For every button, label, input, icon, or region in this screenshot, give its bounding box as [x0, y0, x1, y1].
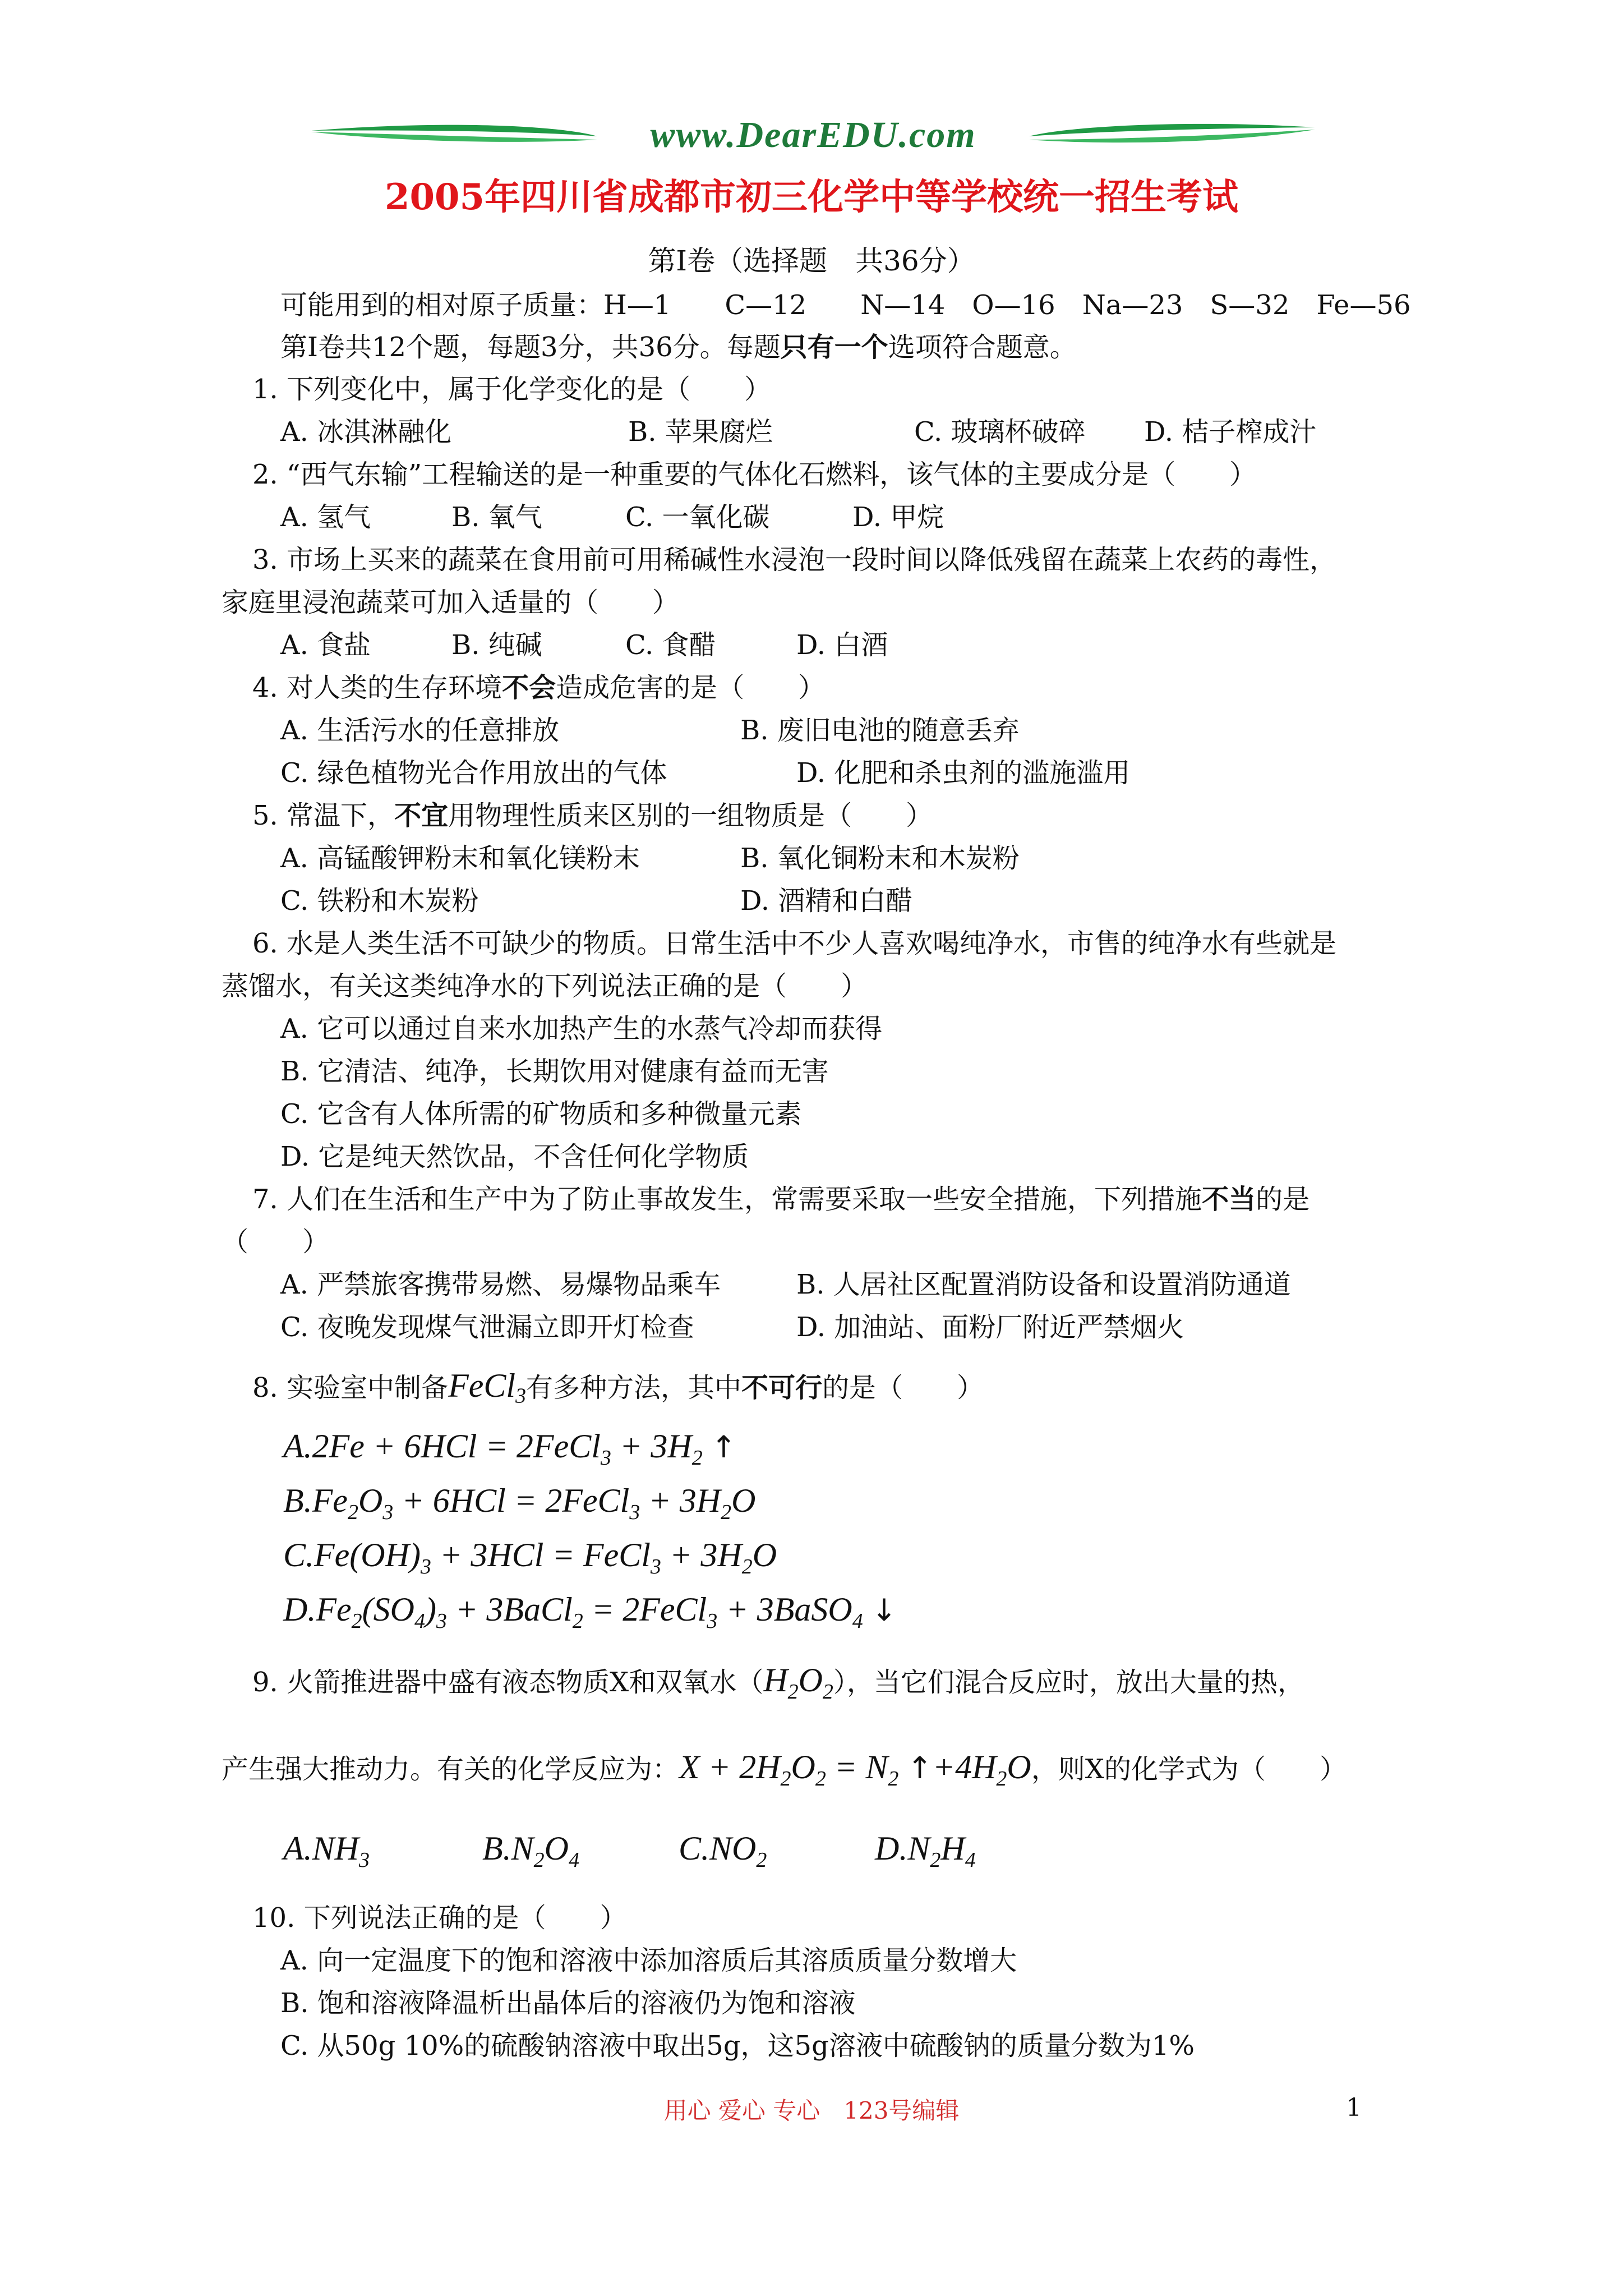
q5-option-c: C. 铁粉和木炭粉 — [280, 885, 479, 917]
q7-option-d: D. 加油站、面粉厂附近严禁烟火 — [796, 1312, 1184, 1343]
question-6-line2: 蒸馏水，有关这类纯净水的下列说法正确的是（ ） — [222, 970, 868, 1002]
q8-option-a: A.2Fe + 6HCl = 2FeCl$_3$ + $3H_2$ ↑ — [283, 1428, 736, 1470]
question-3-line1: 3. 市场上买来的蔬菜在食用前可用稀碱性水浸泡一段时间以降低残留在蔬菜上农药的毒性， — [252, 544, 1337, 576]
q3-option-d: D. 白酒 — [796, 629, 888, 661]
atomic-masses: 可能用到的相对原子质量：H—1 C—12 N—14 O—16 Na—23 S—32 Fe—56 — [280, 289, 1411, 321]
site-name[interactable]: www.DearEDU.com — [650, 114, 976, 155]
question-6-line1: 6. 水是人类生活不可缺少的物质。日常生活中不少人喜欢喝纯净水，市售的纯净水有些就是 — [252, 928, 1337, 959]
q4-option-b: B. 废旧电池的随意丢弃 — [740, 715, 1020, 746]
question-9-line2: 产生强大推动力。有关的化学反应为：$X + 2H_2O_2 = N_2$ $↑+4H_2O$，则X的化学式为（ ） — [222, 1749, 1347, 1791]
q4-option-a: A. 生活污水的任意排放 — [280, 715, 560, 746]
q6-option-c: C. 它含有人体所需的矿物质和多种微量元素 — [280, 1098, 802, 1130]
q3-option-a: A. 食盐 — [280, 629, 371, 661]
q2-option-c: C. 一氧化碳 — [625, 501, 770, 533]
q4-option-c: C. 绿色植物光合作用放出的气体 — [280, 757, 667, 789]
section-subtitle: 第I卷（选择题 共36分） — [648, 245, 975, 277]
question-2: 2. “西气东输”工程输送的是一种重要的气体化石燃料，该气体的主要成分是（ ） — [252, 459, 1257, 490]
q9-option-d: $D.N_2H_4$ — [875, 1830, 976, 1872]
q8-option-c: $C.Fe(OH)_3 + 3HCl$ = FeCl$_3$ + $3H_2O$ — [283, 1536, 777, 1579]
q9-option-a: $A.NH_3$ — [283, 1830, 370, 1872]
q6-option-d: D. 它是纯天然饮品，不含任何化学物质 — [280, 1141, 749, 1172]
instructions: 第I卷共12个题，每题3分，共36分。每题只有一个选项符合题意。 — [280, 332, 1077, 363]
exam-title: 2005年四川省成都市初三化学中等学校统一招生考试 — [384, 176, 1239, 218]
q7-option-b: B. 人居社区配置消防设备和设置消防通道 — [796, 1269, 1291, 1300]
q8-option-d: $D.Fe_2(SO_4)_3$ + 3BaCl$_2$ = 2FeCl$_3$ + 3BaSO$_4$ ↓ — [283, 1591, 897, 1633]
q2-option-a: A. 氢气 — [280, 501, 371, 533]
q10-option-c: C. 从50g 10%的硫酸钠溶液中取出5g，这5g溶液中硫酸钠的质量分数为1% — [280, 2030, 1195, 2062]
question-3-line2: 家庭里浸泡蔬菜可加入适量的（ ） — [222, 587, 680, 618]
q7-option-c: C. 夜晚发现煤气泄漏立即开灯检查 — [280, 1312, 694, 1343]
question-7-line2: （ ） — [222, 1226, 330, 1258]
question-9-line1: 9. 火箭推进器中盛有液态物质X和双氧水$(H_2O_2)$，当它们混合反应时，放出大量的热， — [252, 1662, 1304, 1704]
question-7-line1: 7. 人们在生活和生产中为了防止事故发生，常需要采取一些安全措施，下列措施不当的是 — [252, 1184, 1310, 1215]
question-4: 4. 对人类的生存环境不会造成危害的是（ ） — [252, 672, 826, 703]
q3-option-c: C. 食醋 — [625, 629, 716, 661]
q10-option-b: B. 饱和溶液降温析出晶体后的溶液仍为饱和溶液 — [280, 1987, 856, 2019]
q5-option-b: B. 氧化铜粉末和木炭粉 — [740, 843, 1020, 874]
question-5: 5. 常温下，不宜用物理性质来区别的一组物质是（ ） — [252, 800, 933, 831]
question-10: 10. 下列说法正确的是（ ） — [252, 1902, 627, 1934]
q3-option-b: B. 纯碱 — [451, 629, 542, 661]
q5-option-d: D. 酒精和白醋 — [740, 885, 913, 917]
q1-option-d: D. 桔子榨成汁 — [1144, 416, 1317, 448]
q7-option-a: A. 严禁旅客携带易燃、易爆物品乘车 — [280, 1269, 721, 1300]
q1-option-a: A. 冰淇淋融化 — [280, 416, 452, 448]
q2-option-d: D. 甲烷 — [852, 501, 944, 533]
q9-option-b: $B.N_2O_4$ — [482, 1830, 580, 1872]
q9-option-c: $C.NO_2$ — [679, 1830, 767, 1872]
question-1: 1. 下列变化中，属于化学变化的是（ ） — [252, 374, 772, 405]
q10-option-a: A. 向一定温度下的饱和溶液中添加溶质后其溶质质量分数增大 — [280, 1945, 1017, 1976]
question-8: 8. 实验室中制备FeCl$_3$有多种方法，其中不可行的是（ ） — [252, 1367, 984, 1408]
page-number: 1 — [1346, 2093, 1362, 2122]
page-footer: 用心 爱心 专心 123号编辑 — [663, 2097, 960, 2124]
q5-option-a: A. 高锰酸钾粉末和氧化镁粉末 — [280, 843, 640, 874]
q6-option-b: B. 它清洁、纯净，长期饮用对健康有益而无害 — [280, 1056, 829, 1087]
q8-option-b: $B.Fe_2O_3 + 6HCl$ = 2FeCl$_3$ + $3H_2O$ — [283, 1482, 756, 1524]
q6-option-a: A. 它可以通过自来水加热产生的水蒸气冷却而获得 — [280, 1013, 883, 1045]
site-banner — [311, 115, 1315, 160]
q4-option-d: D. 化肥和杀虫剂的滥施滥用 — [796, 757, 1131, 789]
q1-option-b: B. 苹果腐烂 — [628, 416, 773, 448]
q2-option-b: B. 氧气 — [451, 501, 542, 533]
q1-option-c: C. 玻璃杯破碎 — [914, 416, 1086, 448]
